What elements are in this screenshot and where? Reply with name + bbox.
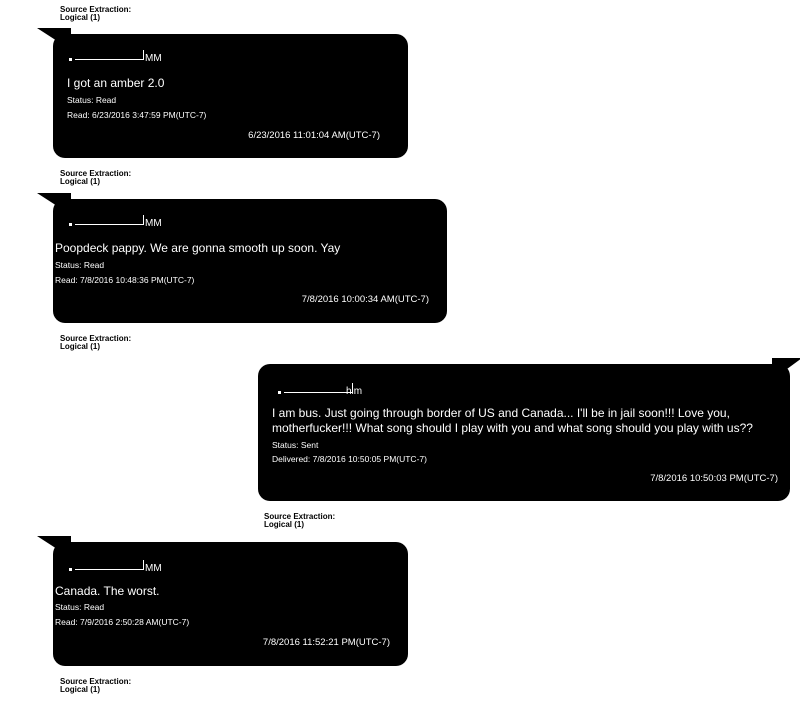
message-text-line-2: motherfucker!!! What song should I play with you and what song should you play with us?? <box>272 421 753 435</box>
source-extraction-value: Logical (1) <box>60 13 101 22</box>
message-bubble[interactable] <box>53 199 447 323</box>
redacted-sender <box>284 383 353 393</box>
source-extraction-value: Logical (1) <box>264 520 305 529</box>
source-extraction-label <box>264 513 335 529</box>
message-timestamp: 7/8/2016 11:52:21 PM(UTC-7) <box>262 637 390 648</box>
message-read-time: Read: 7/8/2016 10:48:36 PM(UTC-7) <box>55 275 195 285</box>
bubble-tail <box>37 193 71 215</box>
source-extraction-title: Source Extraction: <box>60 334 132 343</box>
sender-name: MM <box>145 563 162 574</box>
redacted-sender <box>75 560 144 570</box>
sender-name: MM <box>145 53 162 64</box>
message-status: Status: Sent <box>272 440 319 450</box>
message-bubble[interactable] <box>53 34 408 158</box>
message-status: Status: Read <box>67 95 117 105</box>
source-extraction-value: Logical (1) <box>60 685 101 694</box>
source-extraction-label <box>60 6 131 22</box>
source-extraction-title: Source Extraction: <box>60 5 132 14</box>
message-timestamp: 7/8/2016 10:50:03 PM(UTC-7) <box>650 473 778 484</box>
sender-name: MM <box>145 218 162 229</box>
redacted-sender <box>75 50 144 60</box>
source-extraction-title: Source Extraction: <box>264 512 336 521</box>
sender-name: him <box>346 386 363 397</box>
message-text: Poopdeck pappy. We are gonna smooth up soon. Yay <box>55 241 341 255</box>
source-extraction-label <box>60 170 131 186</box>
message-read-time: Read: 6/23/2016 3:47:59 PM(UTC-7) <box>67 110 207 120</box>
source-extraction-title: Source Extraction: <box>60 169 132 178</box>
message-read-time: Read: 7/9/2016 2:50:28 AM(UTC-7) <box>55 617 190 627</box>
message-timestamp: 7/8/2016 10:00:34 AM(UTC-7) <box>301 294 429 305</box>
message-text: I got an amber 2.0 <box>67 76 165 90</box>
message-status: Status: Read <box>55 260 105 270</box>
message-delivered-time: Delivered: 7/8/2016 10:50:05 PM(UTC-7) <box>272 454 427 464</box>
message-timestamp: 6/23/2016 11:01:04 AM(UTC-7) <box>248 130 380 141</box>
source-extraction-value: Logical (1) <box>60 342 101 351</box>
source-extraction-label <box>60 335 131 351</box>
message-bubble[interactable] <box>53 542 408 666</box>
source-extraction-value: Logical (1) <box>60 177 101 186</box>
message-text: Canada. The worst. <box>55 584 160 598</box>
message-status: Status: Read <box>55 602 105 612</box>
source-extraction-title: Source Extraction: <box>60 677 132 686</box>
bubble-tail <box>772 358 800 380</box>
message-bubble-sent[interactable] <box>258 364 790 501</box>
bubble-tail <box>37 536 71 558</box>
redacted-sender <box>75 215 144 225</box>
source-extraction-label <box>60 678 131 694</box>
message-text-line-1: I am bus. Just going through border of US and Canada... I'll be in jail soon!!! Love you, <box>272 406 730 420</box>
bubble-tail <box>37 28 71 50</box>
